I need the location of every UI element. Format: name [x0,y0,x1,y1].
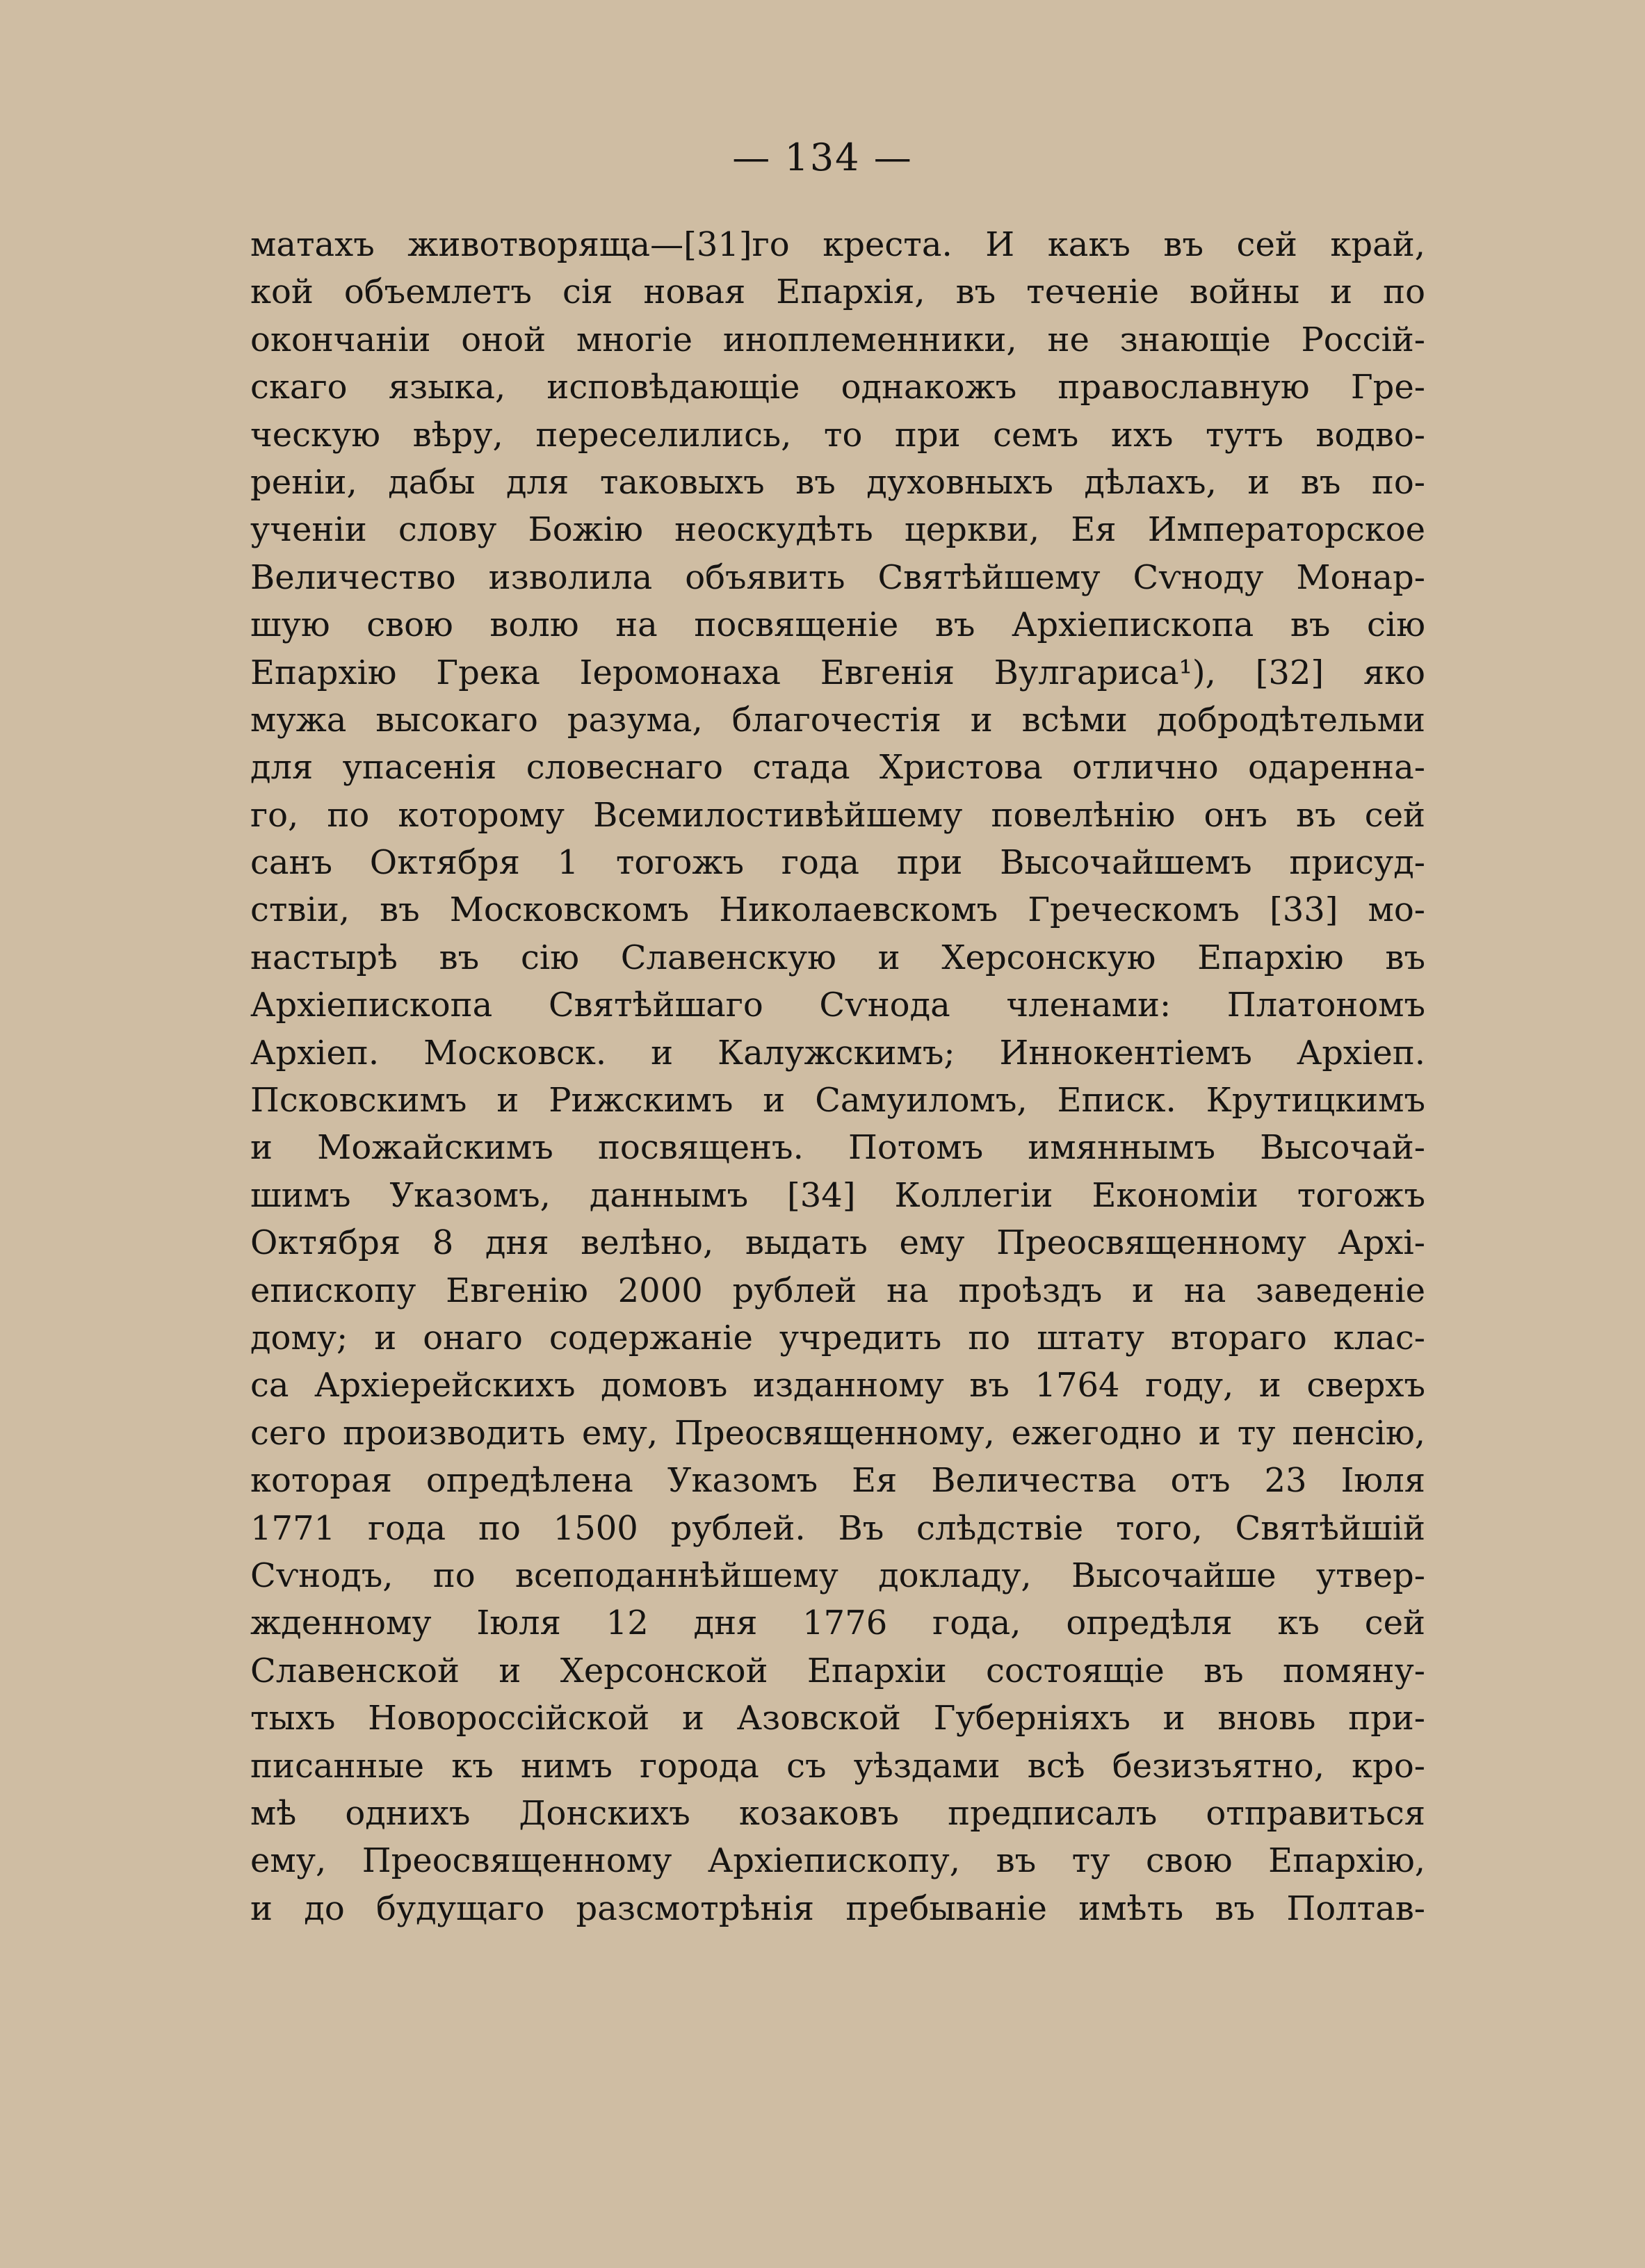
text-line: сего производить ему, Преосвященному, ежегодно и ту пенсію, [250,1413,1425,1453]
text-line: Величество изволила объявить Святѣйшему Сѵноду Монар- [250,557,1425,597]
text-line: мужа высокаго разума, благочестія и всѣми добродѣтельми [250,700,1425,740]
text-line: Псковскимъ и Рижскимъ и Самуиломъ, Еписк. Крутицкимъ [250,1081,1425,1120]
text-line: санъ Октября 1 тогожъ года при Высочайшемъ присуд- [250,843,1425,883]
text-line: шимъ Указомъ, даннымъ [34] Коллегіи Економіи тогожъ [250,1175,1425,1215]
text-line: Епархію Грека Іеромонаха Евгенія Вулгариса¹), [32] яко [250,653,1425,692]
text-line: и Можайскимъ посвященъ. Потомъ имяннымъ Высочай- [250,1128,1425,1168]
text-line: окончаніи оной многіе иноплеменники, не знающіе Россій- [250,320,1425,359]
text-line: жденному Іюля 12 дня 1776 года, опредѣля къ сей [250,1604,1425,1643]
text-line: го, по которому Всемилостивѣйшему повелѣнію онъ въ сей [250,795,1425,835]
page-number: — 134 — [732,136,913,179]
text-line: писанные къ нимъ города съ уѣздами всѣ безизъятно, кро- [250,1746,1425,1786]
text-line: реніи, дабы для таковыхъ въ духовныхъ дѣлахъ, и въ по- [250,462,1425,502]
text-line: са Архіерейскихъ домовъ изданному въ 1764 году, и сверхъ [250,1366,1425,1405]
text-line: матахъ животворяща—[31]го креста. И какъ въ сей край, [250,225,1425,264]
text-line: кой объемлетъ сія новая Епархія, въ теченіе войны и по [250,272,1425,312]
text-line: тыхъ Новороссійской и Азовской Губерніяхъ и вновь при- [250,1699,1425,1738]
text-line: Сѵнодъ, по всеподаннѣйшему докладу, Высочайше утвер- [250,1556,1425,1595]
text-line: ческую вѣру, переселились, то при семъ ихъ тутъ водво- [250,415,1425,455]
text-line: Архіепископа Святѣйшаго Сѵнода членами: Платономъ [250,986,1425,1025]
text-line: епископу Евгенію 2000 рублей на проѣздъ и на заведеніе [250,1271,1425,1310]
text-line: для упасенія словеснаго стада Христова отлично одаренна- [250,748,1425,788]
text-line: 1771 года по 1500 рублей. Въ слѣдствіе того, Святѣйшій [250,1508,1425,1548]
text-line: Славенской и Херсонской Епархіи состоящіе въ помяну- [250,1651,1425,1690]
text-line: которая опредѣлена Указомъ Ея Величества отъ 23 Іюля [250,1461,1425,1501]
text-line: и до будущаго разсмотрѣнія пребываніе имѣть въ Полтав- [250,1888,1425,1928]
text-line: скаго языка, исповѣдающіе однакожъ православную Гре- [250,368,1425,407]
text-line: Архіеп. Московск. и Калужскимъ; Иннокентіемъ Архіеп. [250,1033,1425,1072]
text-line: настырѣ въ сію Славенскую и Херсонскую Епархію въ [250,938,1425,977]
text-line: ему, Преосвященному Архіепископу, въ ту свою Епархію, [250,1841,1425,1881]
text-line: ученіи слову Божію неоскудѣть церкви, Ея Императорское [250,510,1425,550]
text-line: шую свою волю на посвященіе въ Архіепископа въ сію [250,605,1425,645]
text-line: мѣ однихъ Донскихъ козаковъ предписалъ отправиться [250,1793,1425,1833]
text-line: Октября 8 дня велѣно, выдать ему Преосвященному Архі- [250,1223,1425,1263]
text-line: дому; и онаго содержаніе учредить по штату втораго клас- [250,1318,1425,1357]
text-line: ствіи, въ Московскомъ Николаевскомъ Греческомъ [33] мо- [250,890,1425,930]
page-body-text [250,221,1425,1932]
